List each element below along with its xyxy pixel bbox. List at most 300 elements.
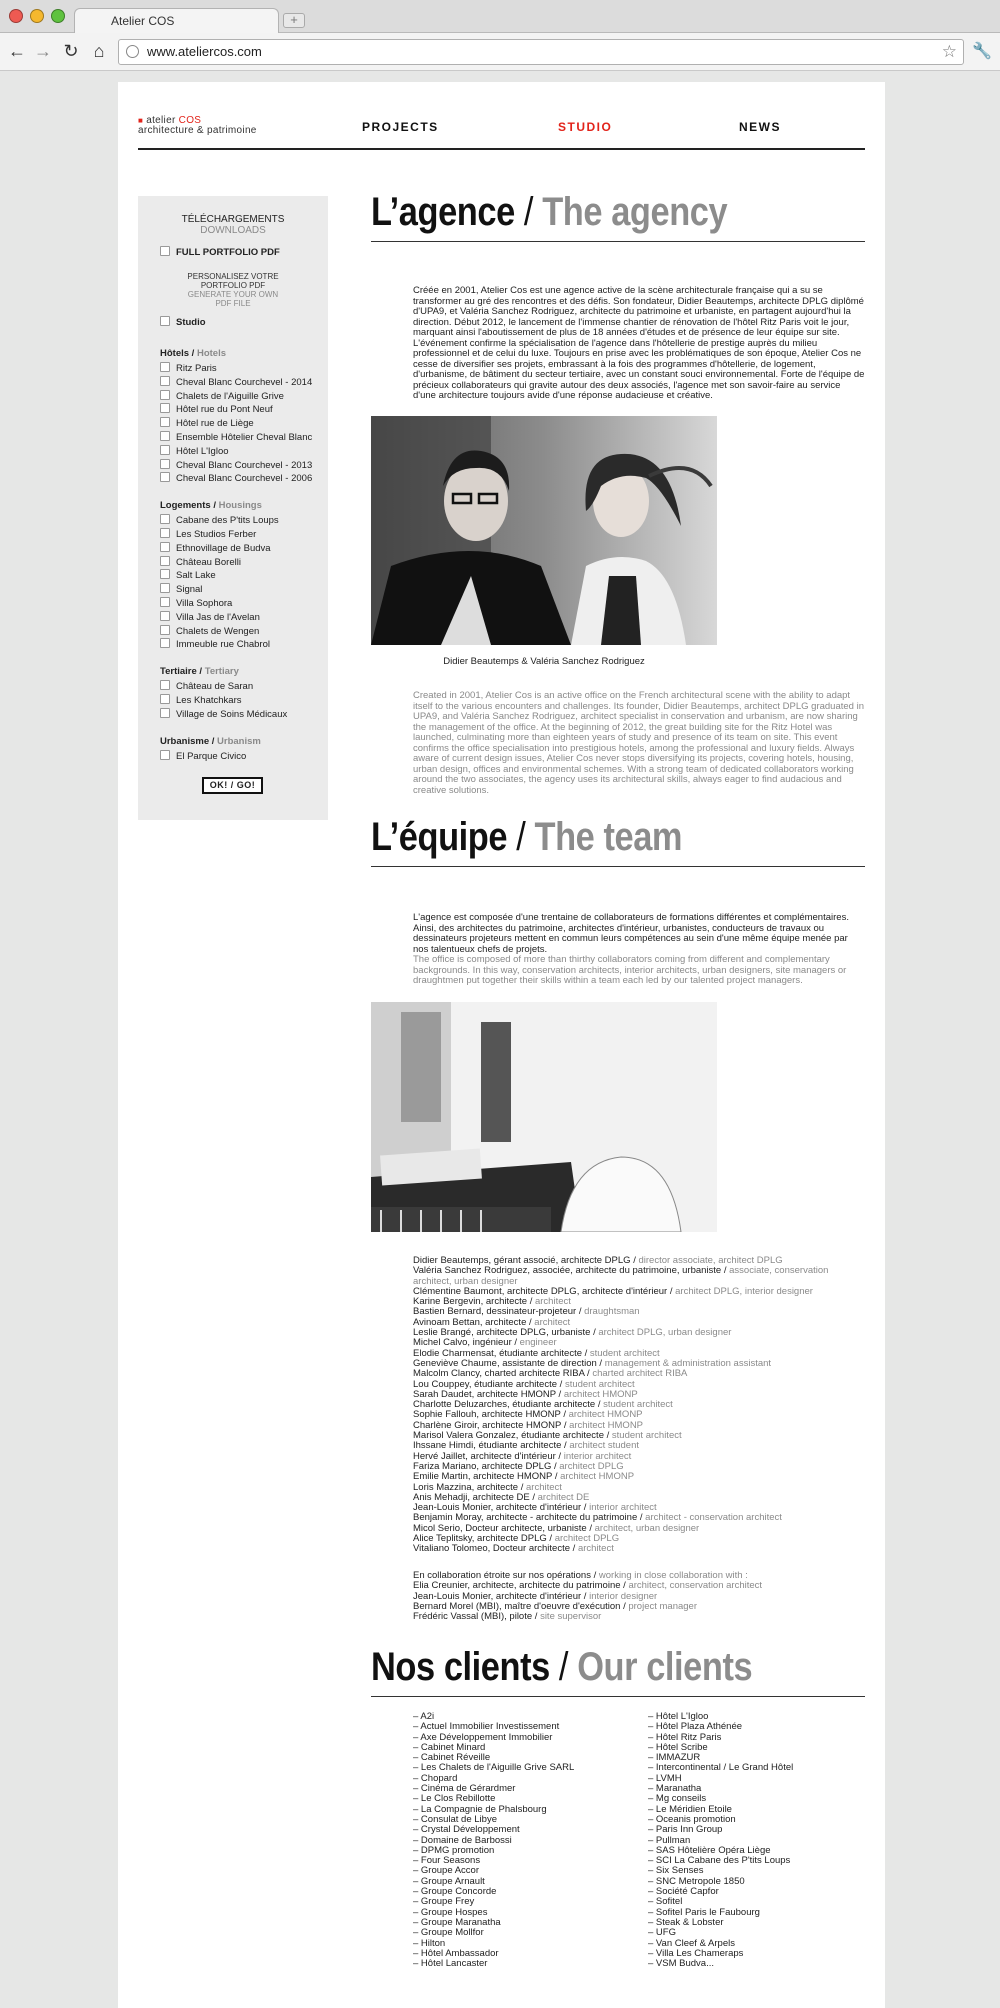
client-item: – SNC Metropole 1850 [648, 1875, 745, 1887]
client-item: – VSM Budva... [648, 1958, 715, 1970]
member-fr: Valéria Sanchez Rodriguez, associée, architecte du patrimoine, urbaniste [413, 1265, 722, 1277]
team-heading-fr: L’équipe [371, 815, 508, 859]
client-item: – Steak & Lobster [648, 1916, 724, 1928]
client-item: – Four Seasons [413, 1855, 481, 1867]
member-fr: Frédéric Vassal (MBI), pilote [413, 1611, 533, 1623]
personalise-en-1: GENERATE YOUR OWN [187, 290, 279, 299]
team-member: Frédéric Vassal (MBI), pilote / site supervisor [413, 1611, 602, 1623]
team-member: Ihssane Himdi, étudiante architecte / architect student [413, 1440, 640, 1452]
checkbox[interactable] [160, 597, 170, 607]
sidebar-project-option[interactable] [160, 569, 216, 581]
client-item: – Mg conseils [648, 1793, 707, 1805]
member-fr: Elodie Charmensat, étudiante architecte [413, 1347, 582, 1359]
sidebar-section-heading: Logements / Housings [160, 500, 262, 512]
member-en: student architect [611, 1430, 682, 1442]
client-item: – Groupe Accor [413, 1865, 480, 1877]
client-item: – Oceanis promotion [648, 1813, 736, 1825]
team-member: Leslie Brangé, architecte DPLG, urbaniste / architect DPLG, urban designer [413, 1327, 732, 1339]
client-item: – Hôtel L'Igloo [648, 1711, 709, 1722]
site-logo[interactable] [138, 116, 257, 136]
clients-heading-fr: Nos clients [371, 1645, 550, 1689]
section-fr: Tertiaire [160, 666, 197, 678]
heading-slash: / [516, 815, 526, 859]
member-en: architect [577, 1543, 614, 1555]
downloads-title-en: DOWNLOADS [200, 225, 266, 236]
sidebar-project-option[interactable] [160, 542, 271, 554]
team-text [413, 913, 865, 987]
client-item: – La Compagnie de Phalsbourg [413, 1803, 547, 1815]
member-en: interior designer [589, 1590, 658, 1602]
team-member: Sophie Fallouh, architecte HMONP / architect HMONP [413, 1409, 643, 1421]
maximize-window-icon[interactable] [51, 9, 65, 23]
browser-tab[interactable] [74, 8, 279, 34]
member-fr: Ihssane Himdi, étudiante architecte [413, 1440, 562, 1452]
checkbox[interactable] [160, 417, 170, 427]
downloads-title-fr: TÉLÉCHARGEMENTS [181, 214, 285, 225]
section-fr: Urbanisme [160, 735, 210, 747]
client-item: – Société Capfor [648, 1886, 719, 1898]
client-item: – Sofitel Paris le Faubourg [648, 1906, 760, 1918]
browser-tab-bar [0, 0, 1000, 33]
agency-heading-fr: L’agence [371, 190, 515, 234]
client-item: – Le Clos Rebillotte [413, 1793, 496, 1805]
team-member: Elia Creunier, architecte, architecte du patrimoine / architect, conservation architect [413, 1580, 763, 1592]
logo-text-atelier: atelier [146, 115, 176, 126]
header-divider [138, 148, 865, 150]
member-fr: Micol Serio, Docteur architecte, urbaniste [413, 1522, 587, 1534]
nav-projects[interactable]: PROJECTS [362, 120, 439, 134]
sidebar-project-option[interactable] [160, 638, 270, 650]
team-member: Emilie Martin, architecte HMONP / architect HMONP [413, 1471, 635, 1483]
client-item: – Cinéma de Gérardmer [413, 1783, 516, 1795]
sidebar-project-option[interactable] [160, 597, 232, 609]
member-en: architect, conservation architect [628, 1580, 763, 1592]
project-label: Villa Sophora [176, 598, 233, 609]
team-member: Elodie Charmensat, étudiante architecte / student architect [413, 1347, 660, 1359]
section-en: Urbanism [217, 735, 261, 747]
member-en: project manager [628, 1600, 698, 1612]
sidebar-project-option[interactable] [160, 417, 254, 429]
client-item: – Groupe Concorde [413, 1886, 497, 1898]
client-item: – LVMH [648, 1772, 682, 1784]
member-en: architect - conservation architect [645, 1512, 782, 1524]
browser-toolbar [0, 33, 1000, 71]
client-item: – A2i [413, 1711, 435, 1722]
team-member: Hervé Jaillet, architecte d'intérieur / interior architect [413, 1450, 632, 1462]
project-label: Chalets de l'Aiguille Grive [176, 390, 284, 402]
clients-heading-en: Our clients [577, 1645, 753, 1689]
client-item: – Chopard [413, 1772, 458, 1784]
project-label: Cheval Blanc Courchevel - 2006 [176, 473, 313, 485]
member-fr: Sophie Fallouh, architecte HMONP [413, 1409, 561, 1421]
project-label: Village de Soins Médicaux [176, 708, 288, 720]
client-item: – IMMAZUR [648, 1752, 701, 1764]
checkbox[interactable] [160, 472, 170, 482]
project-label: Hôtel rue du Pont Neuf [176, 404, 273, 416]
client-item: – Hôtel Lancaster [413, 1958, 488, 1970]
team-member: Geneviève Chaume, assistante de direction / management & administration assistant [413, 1357, 772, 1369]
member-en: architect, urban designer [594, 1522, 700, 1534]
team-text-fr: L'agence est composée d'une trentaine de collaborateurs de formations différentes et complémentaires. Ainsi, des architectes du patrimoine, architectes d'intérieur, urbanistes, conducteurs de travaux ou dessinateurs projeteurs mettent en commun leurs compétences au sein d'une même équipe menée par nos talentueux chefs de projets. [413, 912, 849, 955]
collab-en: working in close collaboration with : [598, 1570, 748, 1581]
forward-arrow-icon[interactable]: → [34, 41, 52, 61]
client-item: – Crystal Développement [413, 1824, 520, 1836]
downloads-sidebar [138, 196, 328, 820]
section-en: Tertiary [204, 666, 239, 678]
team-member: Avinoam Bettan, architecte / architect [413, 1316, 571, 1328]
close-window-icon[interactable] [9, 9, 23, 23]
office-photo [371, 1002, 717, 1232]
team-member: Karine Bergevin, architecte / architect [413, 1296, 571, 1308]
checkbox[interactable] [160, 514, 170, 524]
member-en: architect HMONP [568, 1409, 643, 1421]
member-fr: Marisol Valera Gonzalez, étudiante architecte [413, 1430, 604, 1442]
team-member: Jean-Louis Monier, architecte d'intérieur / interior designer [413, 1590, 658, 1602]
clients-rule [371, 1696, 865, 1697]
client-item: – Domaine de Barbossi [413, 1834, 512, 1846]
client-item: – Hôtel Ritz Paris [648, 1731, 722, 1743]
member-en: architect HMONP [560, 1471, 635, 1483]
member-fr: Clémentine Baumont, architecte DPLG, architecte d'intérieur [413, 1285, 668, 1297]
agency-text-en: Created in 2001, Atelier Cos is an active office on the French architectural scene with the ability to adapt itself to the various encounters and challenges. Its founder, Didier Beautemps, architect DPLG graduated in UPA9, and Valéria Sanchez Rodriguez, architect specialist in conservation and urbanism, are now sharing the management of the office. At the beginning of 2012, the great building site for the Ritz Hotel was launched, culminating more than eighteen years of study and presence of its team on site. This event confirms the office specialisation into prestigious hotels, among the professional and luxury fields. Always aware of current design issues, Atelier Cos never stops diversifying its projects, covering hotels, housing, urban design, offices and environmental schemes. With a strong team of dedicated collaborators working around the two associates, the agency uses its architectural skills, always eager to find audacious and creative solutions. [413, 690, 864, 796]
checkbox[interactable] [160, 362, 170, 372]
sidebar-project-option[interactable] [160, 625, 259, 637]
checkbox[interactable] [160, 431, 170, 441]
sidebar-project-option[interactable] [160, 694, 241, 706]
checkbox[interactable] [160, 528, 170, 538]
checkbox[interactable] [160, 583, 170, 593]
checkbox[interactable] [160, 625, 170, 635]
sidebar-project-option[interactable] [160, 445, 229, 457]
agency-heading [371, 190, 727, 234]
sidebar-project-option[interactable] [160, 390, 284, 402]
project-label: Signal [176, 584, 203, 596]
member-fr: Didier Beautemps, gérant associé, architecte DPLG [413, 1255, 631, 1266]
member-fr: Benjamin Moray, architecte - architecte du patrimoine [413, 1512, 638, 1524]
member-fr: Vitaliano Tolomeo, Docteur architecte [413, 1543, 571, 1555]
client-item: – Intercontinental / Le Grand Hôtel [648, 1762, 794, 1774]
collaboration-intro: En collaboration étroite sur nos opérations / working in close collaboration with : [413, 1570, 748, 1581]
sidebar-project-option[interactable] [160, 583, 202, 595]
address-bar[interactable] [118, 39, 964, 65]
bookmark-star-icon[interactable]: ☆ [941, 42, 957, 61]
project-label: Hôtel rue de Liège [176, 418, 254, 430]
team-member: Benjamin Moray, architecte - architecte du patrimoine / architect - conservation architect [413, 1512, 782, 1524]
member-fr: Lou Couppey, étudiante architecte [413, 1378, 558, 1390]
member-en: architect [526, 1481, 562, 1493]
member-fr: Charlotte Deluzarches, étudiante architecte [413, 1399, 596, 1411]
sidebar-project-option[interactable] [160, 376, 312, 388]
checkbox[interactable] [160, 556, 170, 566]
project-label: Hôtel L'Igloo [176, 445, 229, 457]
member-fr: Sarah Daudet, architecte HMONP [413, 1388, 556, 1400]
team-member: Jean-Louis Monier, architecte d'intérieur / interior architect [413, 1502, 657, 1514]
member-en: management & administration assistant [604, 1357, 772, 1369]
sidebar-project-option[interactable] [160, 431, 312, 443]
sidebar-project-option[interactable] [160, 528, 256, 540]
member-fr: Avinoam Bettan, architecte [413, 1316, 527, 1328]
member-en: architect HMONP [563, 1388, 638, 1400]
studio-option[interactable] [160, 316, 206, 328]
project-label: Cabane des P'tits Loups [176, 515, 279, 527]
team-member: Alice Teplitsky, architecte DPLG / architect DPLG [413, 1533, 620, 1545]
client-item: – Hilton [413, 1937, 446, 1949]
checkbox[interactable] [160, 694, 170, 704]
personalise-fr-2: PORTFOLIO PDF [200, 281, 266, 290]
checkbox[interactable] [160, 569, 170, 579]
team-member: Marisol Valera Gonzalez, étudiante architecte / student architect [413, 1430, 682, 1442]
team-member: Loris Mazzina, architecte / architect [413, 1481, 562, 1493]
client-item: – Les Chalets de l'Aiguille Grive SARL [413, 1762, 575, 1774]
ok-go-label: OK! / GO! [209, 780, 256, 790]
client-item: – Groupe Arnault [413, 1875, 485, 1887]
client-item: – UFG [648, 1927, 676, 1939]
checkbox[interactable] [160, 445, 170, 455]
sidebar-section-heading: Hôtels / Hotels [160, 348, 227, 359]
team-member: Vitaliano Tolomeo, Docteur architecte / architect [413, 1543, 614, 1555]
member-en: architect DPLG [554, 1533, 620, 1545]
client-item: – Villa Les Chameraps [648, 1947, 744, 1959]
heading-slash: / [523, 190, 534, 234]
client-item: – Cabinet Réveille [413, 1752, 491, 1764]
project-label: Ritz Paris [176, 363, 217, 374]
team-member: Micol Serio, Docteur architecte, urbaniste / architect, urban designer [413, 1522, 700, 1534]
client-item: – DPMG promotion [413, 1844, 495, 1856]
personalise-en-2: PDF FILE [215, 299, 251, 308]
checkbox[interactable] [160, 680, 170, 690]
project-label: Cheval Blanc Courchevel - 2014 [176, 376, 313, 388]
project-label: Ethnovillage de Budva [176, 542, 271, 554]
member-en: student architect [589, 1347, 660, 1359]
sidebar-project-option[interactable] [160, 611, 260, 623]
full-portfolio-option[interactable] [160, 246, 280, 258]
section-en: Hotels [196, 348, 227, 359]
agency-heading-en: The agency [542, 190, 728, 234]
project-label: Immeuble rue Chabrol [176, 639, 270, 651]
member-en: associate, conservation architect, urban designer [413, 1265, 829, 1287]
team-member: Valéria Sanchez Rodriguez, associée, architecte du patrimoine, urbaniste / associate, conservation architect, urban designer [413, 1265, 829, 1287]
sidebar-project-option[interactable] [160, 750, 246, 762]
team-members-list [413, 1256, 865, 1555]
project-label: Château Borelli [176, 556, 241, 568]
team-member: Charlotte Deluzarches, étudiante architecte / student architect [413, 1399, 673, 1411]
nav-news[interactable]: NEWS [739, 120, 781, 134]
team-member: Malcolm Clancy, charted architecte RIBA / charted architect RIBA [413, 1368, 688, 1380]
team-member: Anis Mehadji, architecte DE / architect DE [413, 1491, 590, 1503]
member-en: architect DE [537, 1491, 590, 1503]
sidebar-project-option[interactable] [160, 459, 312, 471]
clients-column-1 [413, 1712, 633, 1969]
member-en: architect DPLG [559, 1460, 624, 1472]
client-item: – Paris Inn Group [648, 1824, 723, 1836]
founders-photo [371, 416, 717, 645]
sidebar-project-option[interactable] [160, 403, 273, 415]
collab-fr: En collaboration étroite sur nos opérations [413, 1570, 591, 1581]
sidebar-section-heading: Tertiaire / Tertiary [160, 666, 239, 678]
client-item: – Axe Développement Immobilier [413, 1731, 553, 1743]
clients-heading [371, 1645, 752, 1689]
project-label: Cheval Blanc Courchevel - 2013 [176, 459, 313, 471]
member-en: site supervisor [540, 1611, 602, 1623]
client-item: – Maranatha [648, 1783, 702, 1795]
member-en: interior architect [589, 1502, 657, 1514]
project-label: Les Khatchkars [176, 695, 242, 706]
checkbox[interactable] [160, 750, 170, 760]
client-item: – Six Senses [648, 1865, 704, 1877]
downloads-title [138, 214, 328, 236]
team-member: Bernard Morel (MBI), maître d'oeuvre d'exécution / project manager [413, 1600, 698, 1612]
client-item: – Groupe Maranatha [413, 1916, 501, 1928]
project-label: Ensemble Hôtelier Cheval Blanc [176, 432, 313, 443]
personalise-note [138, 272, 328, 308]
sidebar-project-option[interactable] [160, 680, 253, 692]
member-en: student architect [564, 1378, 635, 1390]
member-fr: Jean-Louis Monier, architecte d'intérieur [413, 1502, 582, 1514]
team-member: Didier Beautemps, gérant associé, architecte DPLG / director associate, architect DPLG [413, 1255, 783, 1266]
studio-label: Studio [176, 317, 206, 328]
section-en: Housings [218, 500, 262, 512]
nav-studio[interactable]: STUDIO [558, 120, 613, 134]
client-item: – SAS Hôtelière Opéra Liège [648, 1844, 771, 1856]
project-label: Château de Saran [176, 681, 254, 693]
clients-column-2 [648, 1712, 865, 1969]
client-item: – Van Cleef & Arpels [648, 1937, 735, 1949]
member-en: architect DPLG, interior designer [675, 1285, 813, 1297]
page-container [118, 82, 885, 2008]
member-fr: Michel Calvo, ingénieur [413, 1337, 512, 1349]
member-fr: Jean-Louis Monier, architecte d'intérieur [413, 1590, 582, 1602]
team-member: Lou Couppey, étudiante architecte / student architect [413, 1378, 635, 1390]
client-item: – Cabinet Minard [413, 1741, 486, 1753]
team-heading [371, 815, 682, 859]
client-item: – Consulat de Libye [413, 1813, 497, 1825]
checkbox[interactable] [160, 390, 170, 400]
member-en: student architect [603, 1399, 673, 1411]
member-fr: Bernard Morel (MBI), maître d'oeuvre d'exécution [413, 1600, 621, 1612]
sidebar-section-heading: Urbanisme / Urbanism [160, 735, 261, 747]
collaborators-list [413, 1571, 865, 1622]
team-member: Michel Calvo, ingénieur / engineer [413, 1337, 557, 1349]
home-icon[interactable]: ⌂ [93, 41, 105, 61]
client-item: – SCI La Cabane des P'tits Loups [648, 1855, 791, 1867]
team-member: Clémentine Baumont, architecte DPLG, architecte d'intérieur / architect DPLG, interior designer [413, 1285, 813, 1297]
checkbox[interactable] [160, 376, 170, 386]
agency-text-fr: Créée en 2001, Atelier Cos est une agence active de la scène architecturale française qui a su se transformer au gré des rencontres et des défis. Son fondateur, Didier Beautemps, architecte DPLG diplômé d'UPA9, et Valéria Sanchez Rodriguez, architecte du patrimoine et urbaniste, en partagent aujourd'hui la direction. Début 2012, le lancement de l'immense chantier de rénovation de l'hôtel Ritz Paris voit le jour, marquant ainsi l'aboutissement de plus de 18 années d'études et de présence de leur équipe sur site. L'événement confirme la spécialisation de l'agence dans l'hôtellerie de prestige auprès du milieu professionnel et de celui du luxe. Toujours en prise avec les problématiques de son époque, Atelier Cos ne cesse de diversifier ses projets, embrassant à la fois des programmes d'hôtellerie, de logement, d'urbanisme, de bâtiment du secteur tertiaire, avec un constant souci environnemental. Forte de l'équipe de précieux collaborateurs qui gravite autour des deux associés, l'agence met son savoir-faire au service d'une architecture toujours avide d'une réponse audacieuse et créative. [413, 285, 865, 401]
member-fr: Loris Mazzina, architecte [413, 1481, 519, 1493]
wrench-menu-icon[interactable]: 🔧 [972, 43, 992, 60]
member-en: architect [534, 1296, 571, 1308]
client-item: – Groupe Hospes [413, 1906, 488, 1918]
client-item: – Actuel Immobilier Investissement [413, 1721, 560, 1733]
ok-go-button[interactable] [202, 777, 263, 794]
member-fr: Charlène Giroir, architecte HMONP [413, 1419, 562, 1431]
client-item: – Hôtel Scribe [648, 1741, 708, 1753]
project-label: Salt Lake [176, 570, 216, 582]
member-fr: Alice Teplitsky, architecte DPLG [413, 1533, 547, 1545]
member-fr: Geneviève Chaume, assistante de direction [413, 1357, 597, 1369]
sidebar-project-option[interactable] [160, 708, 287, 720]
project-label: Les Studios Ferber [176, 529, 257, 540]
client-item: – Groupe Mollfor [413, 1927, 484, 1939]
full-portfolio-label: FULL PORTFOLIO PDF [176, 247, 280, 258]
member-en: charted architect RIBA [592, 1368, 688, 1380]
team-member: Sarah Daudet, architecte HMONP / architect HMONP [413, 1388, 638, 1400]
member-fr: Hervé Jaillet, architecte d'intérieur [413, 1450, 556, 1462]
team-member: Bastien Bernard, dessinateur-projeteur / draughtsman [413, 1306, 640, 1318]
checkbox[interactable] [160, 638, 170, 648]
member-fr: Karine Bergevin, architecte [413, 1296, 528, 1308]
checkbox[interactable] [160, 542, 170, 552]
checkbox[interactable] [160, 459, 170, 469]
logo-tagline: architecture & patrimoine [138, 125, 257, 136]
globe-icon [126, 45, 139, 58]
site-header [138, 116, 865, 136]
checkbox[interactable] [160, 316, 170, 326]
photo-caption: Didier Beautemps & Valéria Sanchez Rodriguez [443, 656, 645, 667]
section-fr: Hôtels [160, 348, 190, 359]
member-fr: Bastien Bernard, dessinateur-projeteur [413, 1306, 577, 1318]
client-item: – Pullman [648, 1834, 691, 1846]
checkbox[interactable] [160, 708, 170, 718]
client-item: – Le Méridien Etoile [648, 1803, 732, 1815]
member-fr: Fariza Mariano, architecte DPLG [413, 1460, 552, 1472]
member-en: interior architect [563, 1450, 632, 1462]
project-label: Villa Jas de l'Avelan [176, 611, 260, 623]
checkbox[interactable] [160, 246, 170, 256]
team-heading-en: The team [534, 815, 683, 859]
section-fr: Logements [160, 500, 211, 512]
sidebar-project-option[interactable] [160, 362, 217, 374]
member-en: engineer [519, 1337, 557, 1349]
sidebar-project-option[interactable] [160, 556, 241, 568]
reload-icon[interactable]: ↻ [63, 41, 79, 61]
personalise-fr-1: PERSONALISEZ VOTRE [187, 272, 279, 281]
client-item: – Hôtel Ambassador [413, 1947, 499, 1959]
checkbox[interactable] [160, 403, 170, 413]
sidebar-project-option[interactable] [160, 514, 279, 526]
sidebar-project-option[interactable] [160, 472, 312, 484]
member-en: draughtsman [584, 1306, 640, 1318]
team-member: Fariza Mariano, architecte DPLG / architect DPLG [413, 1460, 624, 1472]
back-arrow-icon[interactable]: ← [8, 41, 26, 61]
client-item: – Groupe Frey [413, 1896, 475, 1908]
client-item: – Sofitel [648, 1896, 683, 1908]
url-text: www.ateliercos.com [147, 44, 262, 59]
project-label: El Parque Civico [176, 750, 247, 762]
team-member: Charlène Giroir, architecte HMONP / architect HMONP [413, 1419, 644, 1431]
minimize-window-icon[interactable] [30, 9, 44, 23]
logo-text-cos: COS [178, 115, 202, 126]
member-fr: Anis Mehadji, architecte DE [413, 1491, 530, 1503]
member-fr: Malcolm Clancy, charted architecte RIBA [413, 1368, 585, 1380]
agency-rule [371, 241, 865, 242]
member-en: architect [534, 1316, 571, 1328]
browser-tab-title: Atelier COS [111, 14, 175, 28]
logo-square-icon: ■ [138, 116, 144, 125]
project-label: Chalets de Wengen [176, 625, 260, 637]
member-fr: Elia Creunier, architecte, architecte du patrimoine [413, 1580, 621, 1592]
heading-slash: / [558, 1645, 569, 1689]
team-rule [371, 866, 865, 867]
member-fr: Leslie Brangé, architecte DPLG, urbaniste [413, 1327, 591, 1339]
member-en: director associate, architect DPLG [638, 1255, 783, 1266]
checkbox[interactable] [160, 611, 170, 621]
team-text-en: The office is composed of more than thirthy collaborators coming from different and complementary backgrounds. In this way, conservation architects, interior architects, urban designers, site managers or draughtmen put together their skills within a team each led by our talented project managers. [413, 954, 847, 986]
member-en: architect DPLG, urban designer [598, 1327, 732, 1339]
client-item: – Hôtel Plaza Athénée [648, 1721, 743, 1733]
new-tab-button[interactable]: + [283, 13, 305, 28]
member-en: architect student [569, 1440, 640, 1452]
